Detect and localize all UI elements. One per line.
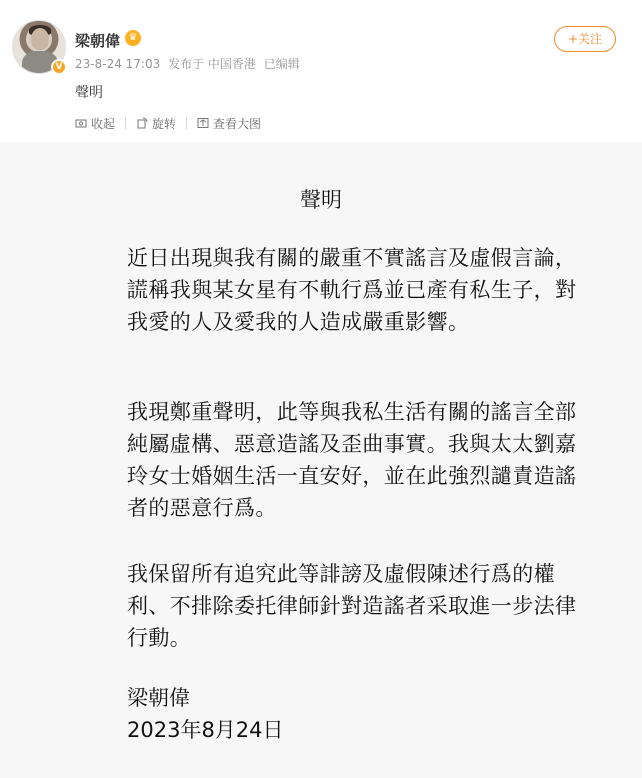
statement-paragraph: 近日出現與我有關的嚴重不實謠言及虛假言論，謊稱我與某女星有不軌行爲並已產有私生子，對我愛的人及愛我的人造成嚴重影響。: [127, 246, 577, 334]
avatar[interactable]: [12, 20, 66, 74]
collapse-label: 收起: [91, 116, 116, 131]
toolbar-divider: [186, 117, 187, 129]
image-toolbar: [75, 114, 261, 132]
avatar-head: [31, 28, 49, 50]
post-meta: [75, 55, 304, 72]
statement-date: 2023年8月24日: [127, 718, 284, 742]
view-large-label: 查看大图: [213, 116, 262, 131]
rotate-icon: [136, 117, 148, 129]
vip-crown-icon: ♛: [125, 30, 141, 46]
view-large-button[interactable]: [197, 115, 261, 132]
statement-paragraph: 我保留所有追究此等誹謗及虛假陳述行爲的權利、不排除委托律師針對造謠者采取進一步法律行動。: [127, 562, 577, 650]
rotate-button[interactable]: [136, 115, 176, 132]
statement-signature: 梁朝偉: [127, 686, 190, 710]
toolbar-divider: [125, 117, 126, 129]
rotate-label: 旋转: [152, 116, 177, 131]
verified-badge-icon: V: [51, 59, 67, 75]
post-header: [0, 0, 642, 80]
post-location: 发布于 中国香港: [168, 57, 256, 71]
post-timestamp: 23-8-24 17:03: [75, 57, 161, 71]
view-large-icon: [197, 117, 209, 129]
post-text: 聲明: [75, 85, 103, 101]
follow-button[interactable]: +关注: [554, 26, 616, 52]
statement-image[interactable]: [0, 142, 642, 778]
user-name[interactable]: 梁朝偉: [75, 32, 121, 50]
post-edited-label[interactable]: 已编辑: [263, 57, 300, 71]
statement-paragraph: 我現鄭重聲明，此等與我私生活有關的謠言全部純屬虛構、惡意造謠及歪曲事實。我與太太劉嘉玲女士婚姻生活一直安好，並在此強烈譴責造謠者的惡意行爲。: [127, 400, 577, 520]
collapse-button[interactable]: [75, 115, 115, 132]
statement-title: 聲明: [300, 188, 342, 212]
collapse-icon: [75, 117, 87, 129]
